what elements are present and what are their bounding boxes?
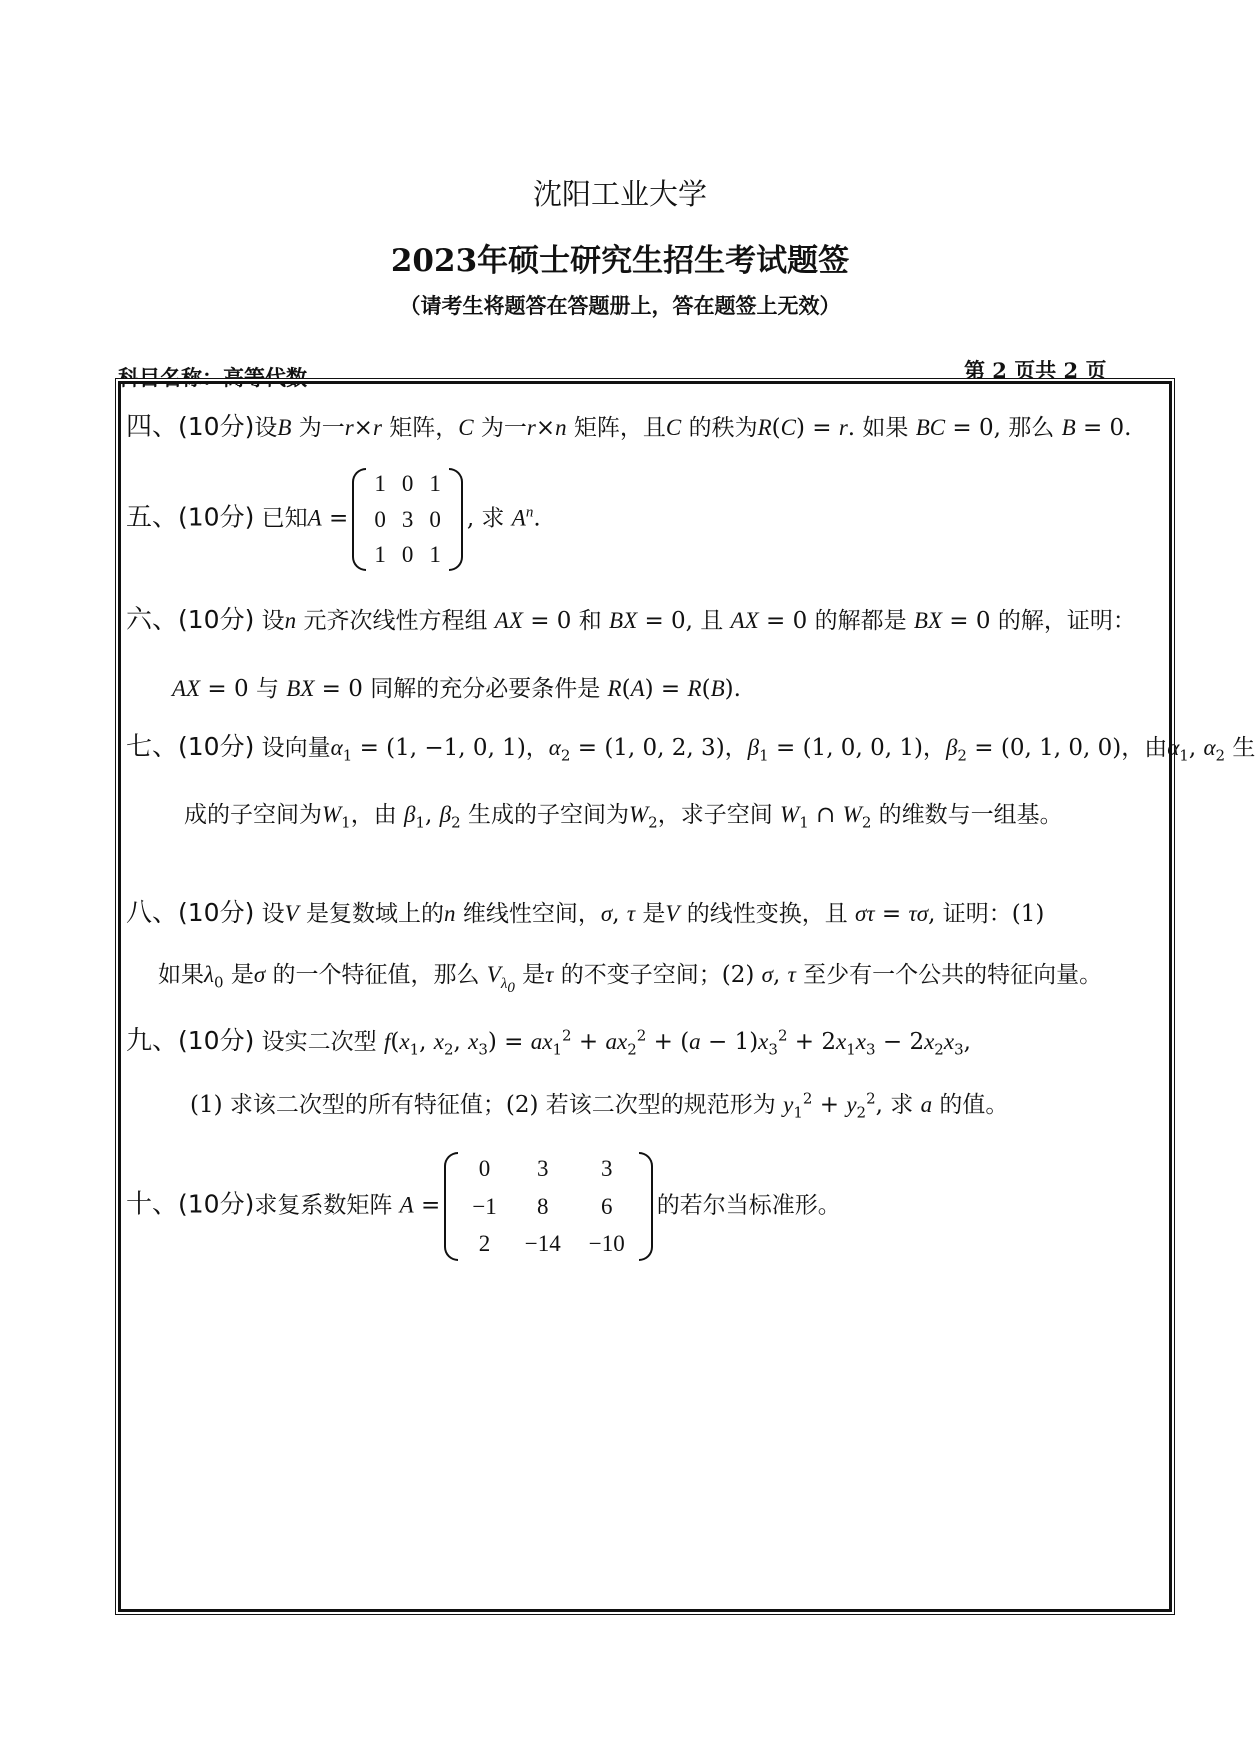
question-number: 六、 [126,605,179,635]
matrix-cell: 0 [478,1156,491,1181]
exam-note: （请考生将题答在答题册上，答在题签上无效） [399,293,841,318]
matrix-cell: 0 [401,542,414,568]
question-number: 五、 [126,502,179,533]
question-6: 六、(10分) 设n 元齐次线性方程组 AX = 0 和 BX = 0, 且 AX = 0 的解都是 BX = 0 的解，证明： [126,605,1136,635]
question-6-cont: AX = 0 与 BX = 0 同解的充分必要条件是 R(A) = R(B). [172,676,741,702]
matrix-cell: −10 [588,1231,625,1257]
question-9-cont: (1) 求该二次型的所有特征值；(2) 若该二次型的规范形为 $y_1^2 + y_2^2$, 求 a 的值。 [190,1089,1009,1122]
subject-name: 科目名称：高等代数 [118,365,307,390]
question-4: 四、(10分)设B 为一r×r 矩阵，C 为一r×n 矩阵，且C 的秩为R(C) = r. 如果 BC = 0, 那么 B = 0. [126,412,1132,442]
question-8: 八、(10分) 设V 是复数域上的n 维线性空间，σ, τ 是V 的线性变换，且 στ = τσ, 证明：(1) [126,898,1045,928]
question-7: 七、(10分) 设向量$\alpha_1 = (1$, −1, 0, 1)，$\alpha_2 = (1$, 0, 2, 3)，$\beta_1 = (1$, 0, 0, 1)，$\beta_2 = (0$, 1, 0, 0)，由$\alpha_1$, $\alpha_2$ 生 [126,732,1255,765]
matrix-cell: 0 [401,471,414,496]
question-number: 八、 [126,898,179,928]
matrix-cell: 3 [537,1156,549,1181]
matrix-cell: 1 [429,471,441,496]
matrix-cell: 0 [374,506,386,532]
question-7-cont: 成的子空间为$W_1$，由 $\beta_1$, $\beta_2$ 生成的子空间为$W_2$，求子空间 $W_1$ ∩ $W_2$ 的维数与一组基。 [184,802,1063,832]
matrix-cell: −14 [524,1231,561,1257]
question-score: (10分) [178,605,255,634]
question-score: (10分) [178,898,255,927]
matrix-cell: 1 [429,542,441,568]
question-10: 十、(10分)求复系数矩阵 A = 0 3 3 −1 8 6 2 −14 −10 的若尔当标准形。 [126,1150,841,1263]
matrix-cell: 1 [374,542,386,568]
exam-title: 2023年硕士研究生招生考试题签 [390,243,850,279]
question-9: 九、(10分) 设实二次型 $f(x_1$, $x_2$, $x_3) = ax_1^2 + ax_2^2 + (a - 1)x_3^2 + 2x_1x_3 - 2x_2x_3$, [126,1026,971,1059]
matrix-cell: 8 [537,1193,549,1219]
question-score: (10分) [178,1026,255,1055]
matrix-cell: 3 [601,1156,613,1181]
matrix-cell: 1 [374,471,386,496]
matrix-cell: 6 [601,1193,613,1219]
matrix-a [444,1150,652,1263]
question-5: 五、(10分) 已知A = 1 0 1 0 3 0 1 0 1 , 求 $A^n$. [126,466,541,573]
page-number: 第 2 页共 2 页 [964,358,1107,383]
school-name: 沈阳工业大学 [532,177,707,211]
matrix-cell: 2 [478,1231,491,1257]
question-number: 七、 [126,732,179,762]
question-number: 九、 [126,1026,179,1056]
question-number: 四、 [126,412,179,442]
matrix-cell: −1 [472,1193,497,1219]
question-number: 十、 [126,1189,179,1220]
question-8-cont: 如果$\lambda_0$ 是σ 的一个特征值，那么 $V_{\lambda_0}$ 是τ 的不变子空间；(2) σ, τ 至少有一个公共的特征向量。 [158,962,1103,996]
question-score: (10分) [178,1189,255,1219]
matrix-cell: 3 [401,506,414,532]
question-score: (10分) [178,502,255,532]
question-score: (10分) [178,412,255,441]
question-score: (10分) [178,732,255,761]
matrix-a [352,466,463,573]
matrix-cell: 0 [429,506,441,532]
